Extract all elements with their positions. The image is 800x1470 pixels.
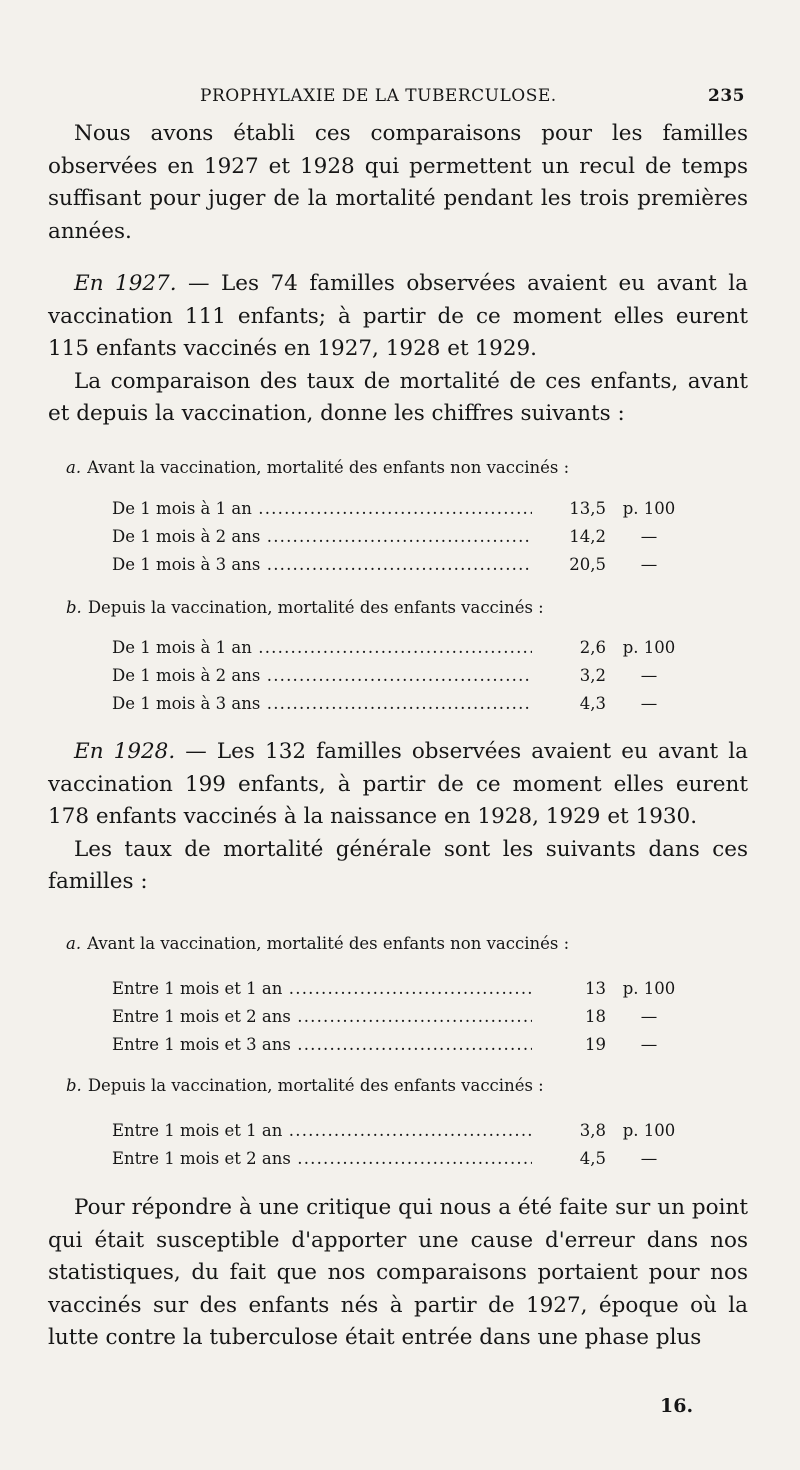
list-heading-text: Depuis la vaccination, mortalité des enfants vaccinés : xyxy=(87,598,544,617)
row-label: De 1 mois à 2 ans ..... xyxy=(112,523,532,551)
row-unit: — xyxy=(640,1149,658,1168)
row-value: 13,5 xyxy=(532,495,606,523)
table-row xyxy=(112,975,692,1003)
row-label: De 1 mois à 3 ans ..... xyxy=(112,551,532,579)
lead-1927: En 1927. xyxy=(74,271,177,296)
row-unit: — xyxy=(640,666,658,685)
table-row xyxy=(112,551,692,579)
table-row xyxy=(112,1117,692,1145)
row-unit: p. 100 xyxy=(622,638,676,657)
list-letter: a. xyxy=(66,458,82,477)
table-row xyxy=(112,523,692,551)
intro-text: Nous avons établi ces comparaisons pour les familles observées en 1927 et 1928 qui permettent un recul de temps suffisant pour juger de la mortalité pendant les trois premières années. xyxy=(48,121,748,244)
row-value: 18 xyxy=(532,1003,606,1031)
lead-1928: En 1928. xyxy=(74,739,176,764)
table-row xyxy=(112,634,692,662)
page-number: 235 xyxy=(708,86,745,106)
row-label: Entre 1 mois et 2 ans ..... xyxy=(112,1003,532,1031)
row-label: Entre 1 mois et 1 an ..... xyxy=(112,975,532,1003)
table-row xyxy=(112,1003,692,1031)
list-heading-1928-a xyxy=(66,934,746,953)
row-value: 4,5 xyxy=(532,1145,606,1173)
list-heading-1928-b xyxy=(66,1076,746,1095)
list-heading-text: Depuis la vaccination, mortalité des enfants vaccinés : xyxy=(87,1076,544,1095)
row-label: De 1 mois à 1 an ..... xyxy=(112,495,532,523)
row-value: 13 xyxy=(532,975,606,1003)
row-label: Entre 1 mois et 1 an ..... xyxy=(112,1117,532,1145)
text-1928: — Les 132 familles observées avaient eu avant la vaccination 199 enfants, à partir de ce moment elles eurent 178 enfants vaccinés à la naissance en 1928, 1929 et 1930. xyxy=(48,739,748,829)
row-unit: — xyxy=(640,694,658,713)
row-label: De 1 mois à 1 an ..... xyxy=(112,634,532,662)
row-label: De 1 mois à 3 ans ..... xyxy=(112,690,532,718)
list-letter: b. xyxy=(66,598,82,617)
section-1928 xyxy=(48,736,748,899)
rates-table-1927-a xyxy=(112,495,692,579)
paragraph-1928 xyxy=(48,736,748,834)
running-head-title: PROPHYLAXIE DE LA TUBERCULOSE. xyxy=(200,86,557,106)
closing-text: Pour répondre à une critique qui nous a été faite sur un point qui était susceptible d'apporter une cause d'erreur dans nos statistiques, du fait que nos comparaisons portaient pour nos vaccinés sur des enfants nés à partir de 1927, époque où la lutte contre la tuberculose était entrée dans une phase plus xyxy=(48,1195,748,1350)
rates-intro-text: Les taux de mortalité générale sont les suivants dans ces familles : xyxy=(48,836,748,894)
row-value: 3,8 xyxy=(532,1117,606,1145)
row-unit: — xyxy=(640,555,658,574)
row-value: 3,2 xyxy=(532,662,606,690)
table-row xyxy=(112,495,692,523)
signature-mark: 16. xyxy=(660,1395,694,1417)
paragraph-1927 xyxy=(48,268,748,366)
list-letter: b. xyxy=(66,1076,82,1095)
row-unit: p. 100 xyxy=(622,979,676,998)
rates-table-1928-a xyxy=(112,975,692,1059)
list-letter: a. xyxy=(66,934,82,953)
table-row xyxy=(112,1031,692,1059)
text-1927: — Les 74 familles observées avaient eu avant la vaccination 111 enfants; à partir de ce moment elles eurent 115 enfants vaccinés en 1927, 1928 et 1929. xyxy=(48,271,748,361)
comparison-text: La comparaison des taux de mortalité de ces enfants, avant et depuis la vaccination, donne les chiffres suivants : xyxy=(48,368,748,426)
table-row xyxy=(112,690,692,718)
rates-table-1927-b xyxy=(112,634,692,718)
list-heading-1927-a xyxy=(66,458,746,477)
row-unit: — xyxy=(640,527,658,546)
rates-table-1928-b xyxy=(112,1117,692,1173)
row-value: 4,3 xyxy=(532,690,606,718)
intro-paragraph xyxy=(48,118,748,248)
list-heading-text: Avant la vaccination, mortalité des enfants non vaccinés : xyxy=(87,458,570,477)
row-unit: p. 100 xyxy=(622,1121,676,1140)
row-label: Entre 1 mois et 3 ans ..... xyxy=(112,1031,532,1059)
row-unit: p. 100 xyxy=(622,499,676,518)
row-value: 14,2 xyxy=(532,523,606,551)
row-value: 2,6 xyxy=(532,634,606,662)
table-row xyxy=(112,1145,692,1173)
table-row xyxy=(112,662,692,690)
list-heading-1927-b xyxy=(66,598,746,617)
list-heading-text: Avant la vaccination, mortalité des enfants non vaccinés : xyxy=(87,934,570,953)
section-1927 xyxy=(48,268,748,431)
row-unit: — xyxy=(640,1007,658,1026)
row-value: 20,5 xyxy=(532,551,606,579)
row-label: Entre 1 mois et 2 ans ..... xyxy=(112,1145,532,1173)
closing-paragraph xyxy=(48,1192,748,1355)
row-label: De 1 mois à 2 ans ..... xyxy=(112,662,532,690)
row-unit: — xyxy=(640,1035,658,1054)
row-value: 19 xyxy=(532,1031,606,1059)
